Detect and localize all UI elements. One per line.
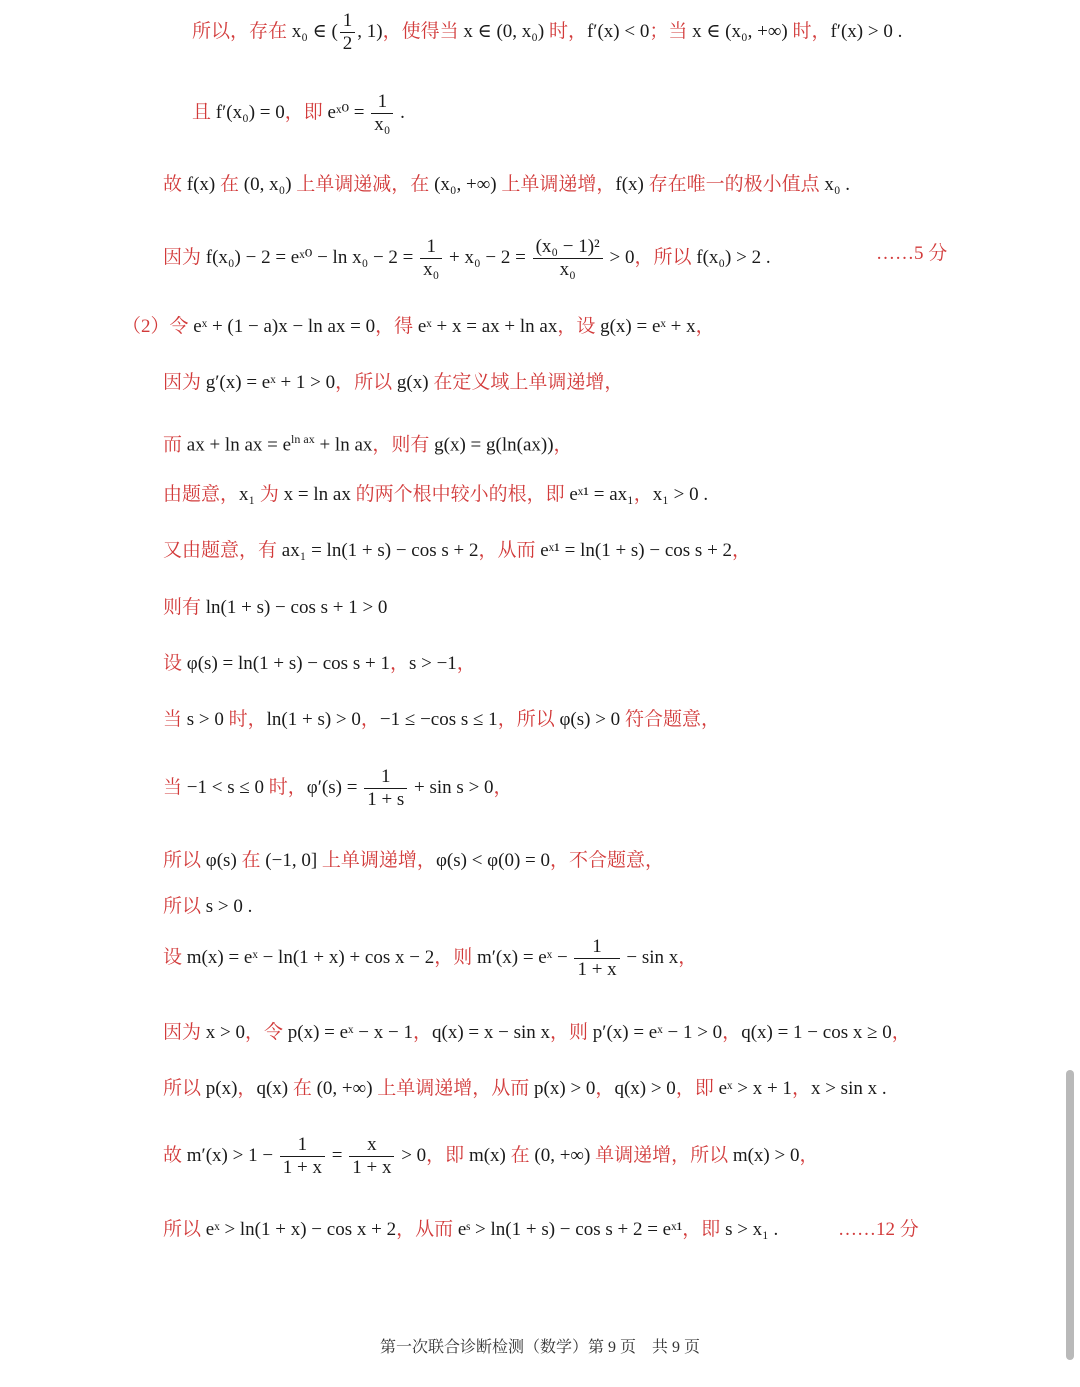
fraction-denominator: 1 + x <box>352 1157 392 1178</box>
math-expression: eˣ > x + 1 <box>718 1078 792 1099</box>
math-expression: eˢ > ln(1 + s) − cos s + 2 = eˣ¹ <box>457 1219 683 1240</box>
chinese-text: ，即 <box>284 101 328 123</box>
math-expression: p(x) > 0 <box>534 1078 596 1099</box>
math-expression: −1 ≤ −cos s ≤ 1 <box>379 709 498 730</box>
chinese-text: ， <box>732 540 752 561</box>
fraction-denominator: x₀ <box>374 114 391 135</box>
chinese-text: ，即 <box>426 1144 469 1166</box>
chinese-text: 因为 <box>163 1022 206 1043</box>
solution-line <box>163 1076 887 1102</box>
chinese-text: ，即 <box>682 1219 726 1240</box>
chinese-text: 故 <box>163 1144 187 1166</box>
math-expression: f′(x) < 0 <box>586 20 650 42</box>
scrollbar[interactable] <box>1066 1070 1074 1360</box>
math-expression: p(x) <box>205 1078 238 1099</box>
page-footer: 第一次联合诊断检测（数学）第 9 页 共 9 页 <box>379 1339 700 1356</box>
solution-line <box>192 10 902 55</box>
math-expression: x ∈ (x₀, +∞) <box>692 20 788 42</box>
chinese-text: 时， <box>544 20 587 42</box>
chinese-text: ， <box>678 946 698 968</box>
chinese-text: ，使得当 <box>382 20 464 42</box>
chinese-text: 时， <box>264 776 307 798</box>
math-expression: ax + ln ax = e <box>186 434 292 456</box>
math-expression: = <box>327 1144 348 1166</box>
solution-line <box>876 241 947 267</box>
math-expression: s > 0 . <box>205 896 253 917</box>
fraction <box>574 936 619 981</box>
solution-line <box>163 1134 819 1179</box>
math-expression: f′(x₀) = 0 <box>215 101 285 123</box>
solution-line <box>192 91 405 136</box>
math-expression: s > x₁ . <box>725 1219 779 1240</box>
math-expression: m(x) <box>468 1144 506 1166</box>
math-expression: eˣ⁰ = <box>327 101 370 123</box>
math-expression: (0, +∞) <box>316 1078 373 1099</box>
solution-line <box>163 172 850 198</box>
chinese-text: ，设 <box>557 316 601 337</box>
math-expression: φ(s) = ln(1 + s) − cos s + 1 <box>186 653 390 674</box>
chinese-text: ， <box>695 316 715 337</box>
math-expression: s > −1 <box>408 653 457 674</box>
chinese-text: 符合题意， <box>620 709 720 730</box>
math-expression: x > 0 <box>205 1022 245 1043</box>
chinese-text: ，从而 <box>396 1219 458 1240</box>
math-expression: x₀ . <box>824 174 850 195</box>
chinese-text: 设 <box>163 946 187 968</box>
math-expression: . <box>395 101 405 123</box>
chinese-text: ，所以 <box>497 709 560 730</box>
chinese-text: 时， <box>223 709 267 730</box>
fraction-numerator: 1 <box>280 1134 325 1157</box>
score-mark: ……12 分 <box>838 1219 919 1240</box>
math-expression: eˣ > ln(1 + x) − cos x + 2 <box>205 1219 397 1240</box>
math-expression: (0, +∞) <box>534 1144 591 1166</box>
fraction-denominator: 1 + x <box>282 1157 323 1178</box>
solution-line <box>163 426 573 458</box>
chinese-text: 所以 <box>163 896 206 917</box>
fraction-numerator: 1 <box>371 91 393 114</box>
fraction-denominator: x₀ <box>559 259 576 280</box>
fraction-denominator: 1 + s <box>367 789 405 810</box>
chinese-text: 上单调递减，在 <box>291 174 435 195</box>
math-expression: m′(x) > 1 − <box>186 1144 278 1166</box>
solution-line <box>122 314 715 340</box>
fraction-numerator: 1 <box>364 766 407 789</box>
chinese-text: ， <box>633 484 653 505</box>
chinese-text: ；当 <box>649 20 693 42</box>
chinese-text: 又由题意，有 <box>163 540 282 561</box>
chinese-text: 在 <box>505 1144 535 1166</box>
chinese-text: ， <box>493 776 513 798</box>
fraction-numerator: 1 <box>420 236 442 259</box>
math-expression: ln(1 + s) − cos s + 1 > 0 <box>205 597 388 618</box>
fraction-denominator: 2 <box>342 33 353 54</box>
math-expression: − sin x <box>621 946 679 968</box>
math-expression: x₀ ∈ ( <box>291 20 338 42</box>
chinese-text: ， <box>412 1022 432 1043</box>
chinese-text: 在定义域上单调递增， <box>428 372 624 393</box>
chinese-text: ，所以 <box>335 372 397 393</box>
solution-line <box>163 894 252 920</box>
chinese-text: 上单调递增，从而 <box>372 1078 535 1099</box>
fraction <box>340 10 356 55</box>
solution-line <box>163 848 664 874</box>
math-expression: x = ln ax <box>283 484 351 505</box>
chinese-text: ， <box>360 709 380 730</box>
chinese-text: ，则 <box>550 1022 593 1043</box>
math-expression: m(x) = eˣ − ln(1 + x) + cos x − 2 <box>186 946 435 968</box>
math-expression: s > 0 <box>186 709 224 730</box>
solution-line <box>163 538 751 564</box>
math-expression: q(x) <box>256 1078 289 1099</box>
chinese-text: ， <box>456 653 476 674</box>
chinese-text: ， <box>891 1022 911 1043</box>
chinese-text: ，从而 <box>478 540 541 561</box>
math-expression: > 0 <box>396 1144 427 1166</box>
chinese-text: ， <box>595 1078 615 1099</box>
fraction-numerator: 1 <box>574 936 619 959</box>
math-expression: g(x) = eˣ + x <box>600 316 696 337</box>
chinese-text: 而 <box>163 434 187 456</box>
math-expression: ax₁ = ln(1 + s) − cos s + 2 <box>281 540 479 561</box>
chinese-text: ， <box>389 653 409 674</box>
chinese-text: 设 <box>163 653 187 674</box>
chinese-text: 所以 <box>163 850 206 871</box>
score-mark: ……5 分 <box>876 243 948 264</box>
math-expression: f(x₀) − 2 = eˣ⁰ − ln x₀ − 2 = <box>205 246 419 268</box>
chinese-text: 所以 <box>163 1078 206 1099</box>
math-expression: φ(s) > 0 <box>559 709 621 730</box>
chinese-text: ，不合题意， <box>550 850 665 871</box>
chinese-text: ，即 <box>675 1078 719 1099</box>
math-expression: g(x) = g(ln(ax)) <box>434 434 554 456</box>
chinese-text: ，所以 <box>634 246 697 268</box>
solution-line <box>838 1217 919 1243</box>
math-expression: (0, x₀) <box>243 174 292 195</box>
math-expression: eˣ + (1 − a)x − ln ax = 0 <box>193 316 376 337</box>
chinese-text: 单调递增，所以 <box>590 1144 733 1166</box>
math-expression: m′(x) = eˣ − <box>476 946 573 968</box>
chinese-text: ，则 <box>434 946 477 968</box>
solution-line <box>163 595 387 621</box>
chinese-text: 则有 <box>163 597 206 618</box>
fraction-denominator: 1 + x <box>577 959 617 980</box>
chinese-text: 故 <box>163 174 187 195</box>
math-expression: q(x) = x − sin x <box>432 1022 551 1043</box>
solution-line <box>163 936 697 981</box>
math-expression: p′(x) = eˣ − 1 > 0 <box>592 1022 723 1043</box>
solution-line <box>163 370 623 396</box>
chinese-text: 上单调递增， <box>317 850 436 871</box>
chinese-text: 当 <box>163 709 187 730</box>
chinese-text: 且 <box>192 101 216 123</box>
chinese-text: 因为 <box>163 372 206 393</box>
fraction-numerator: (x₀ − 1)² <box>533 236 603 259</box>
fraction <box>349 1134 394 1179</box>
math-expression: φ′(s) = <box>306 776 363 798</box>
chinese-text: ， <box>791 1078 811 1099</box>
solution-line <box>163 1020 911 1046</box>
fraction <box>533 236 603 281</box>
chinese-text: ， <box>799 1144 819 1166</box>
solution-line <box>163 651 476 677</box>
chinese-text: 的两个根中较小的根，即 <box>350 484 570 505</box>
math-expression: q(x) > 0 <box>614 1078 676 1099</box>
chinese-text: 当 <box>163 776 187 798</box>
chinese-text: ，令 <box>244 1022 288 1043</box>
solution-line <box>163 482 708 508</box>
fraction <box>364 766 407 811</box>
chinese-text: ，得 <box>375 316 418 337</box>
chinese-text: ， <box>722 1022 742 1043</box>
solution-line <box>163 236 771 281</box>
chinese-text: 在 <box>215 174 244 195</box>
math-expression: + x₀ − 2 = <box>444 246 531 268</box>
math-expression: q(x) = 1 − cos x ≥ 0 <box>741 1022 892 1043</box>
math-expression: f(x₀) > 2 . <box>696 246 771 268</box>
math-expression: f(x) <box>615 174 644 195</box>
chinese-text: 在 <box>236 850 266 871</box>
chinese-text: 在 <box>288 1078 317 1099</box>
chinese-text: 上单调递增， <box>496 174 616 195</box>
math-expression: eˣ¹ = ax₁ <box>569 484 634 505</box>
chinese-text: （2）令 <box>122 316 194 337</box>
math-expression: + ln ax <box>314 434 373 456</box>
math-expression: p(x) = eˣ − x − 1 <box>287 1022 413 1043</box>
math-expression: φ(s) <box>205 850 237 871</box>
math-expression: eˣ¹ = ln(1 + s) − cos s + 2 <box>540 540 733 561</box>
math-expression: , 1) <box>357 20 383 42</box>
math-expression: x₁ <box>239 484 256 505</box>
math-expression: + sin s > 0 <box>409 776 494 798</box>
math-expression: x ∈ (0, x₀) <box>463 20 545 42</box>
math-expression: (x₀, +∞) <box>434 174 497 195</box>
chinese-text: 所以 <box>163 1219 206 1240</box>
math-expression: eˣ + x = ax + ln ax <box>417 316 558 337</box>
chinese-text: ，则有 <box>372 434 435 456</box>
chinese-text: ， <box>553 434 573 456</box>
math-expression: f′(x) > 0 . <box>830 20 903 42</box>
chinese-text: 由题意， <box>163 484 240 505</box>
math-expression: m(x) > 0 <box>732 1144 800 1166</box>
fraction-numerator: 1 <box>340 10 356 33</box>
solution-line <box>163 1217 778 1243</box>
fraction-numerator: x <box>349 1134 394 1157</box>
fraction <box>280 1134 325 1179</box>
solution-line <box>163 766 513 811</box>
math-expression: x₁ > 0 . <box>652 484 709 505</box>
fraction <box>371 91 393 136</box>
math-expression: ln(1 + s) > 0 <box>266 709 361 730</box>
math-expression: f(x) <box>186 174 216 195</box>
math-expression: > 0 <box>604 246 635 268</box>
chinese-text: 因为 <box>163 246 206 268</box>
chinese-text: 所以，存在 <box>192 20 292 42</box>
math-expression: −1 < s ≤ 0 <box>186 776 265 798</box>
chinese-text: 时， <box>787 20 831 42</box>
math-expression: g′(x) = eˣ + 1 > 0 <box>205 372 336 393</box>
superscript: ln ax <box>291 432 315 446</box>
math-expression: x > sin x . <box>810 1078 887 1099</box>
chinese-text: 存在唯一的极小值点 <box>643 174 825 195</box>
chinese-text: ， <box>237 1078 257 1099</box>
math-expression: (−1, 0] <box>265 850 318 871</box>
fraction-denominator: x₀ <box>423 259 440 280</box>
solution-line <box>163 707 720 733</box>
math-expression: φ(s) < φ(0) = 0 <box>435 850 551 871</box>
chinese-text: 为 <box>255 484 284 505</box>
math-expression: g(x) <box>396 372 429 393</box>
fraction <box>420 236 442 281</box>
